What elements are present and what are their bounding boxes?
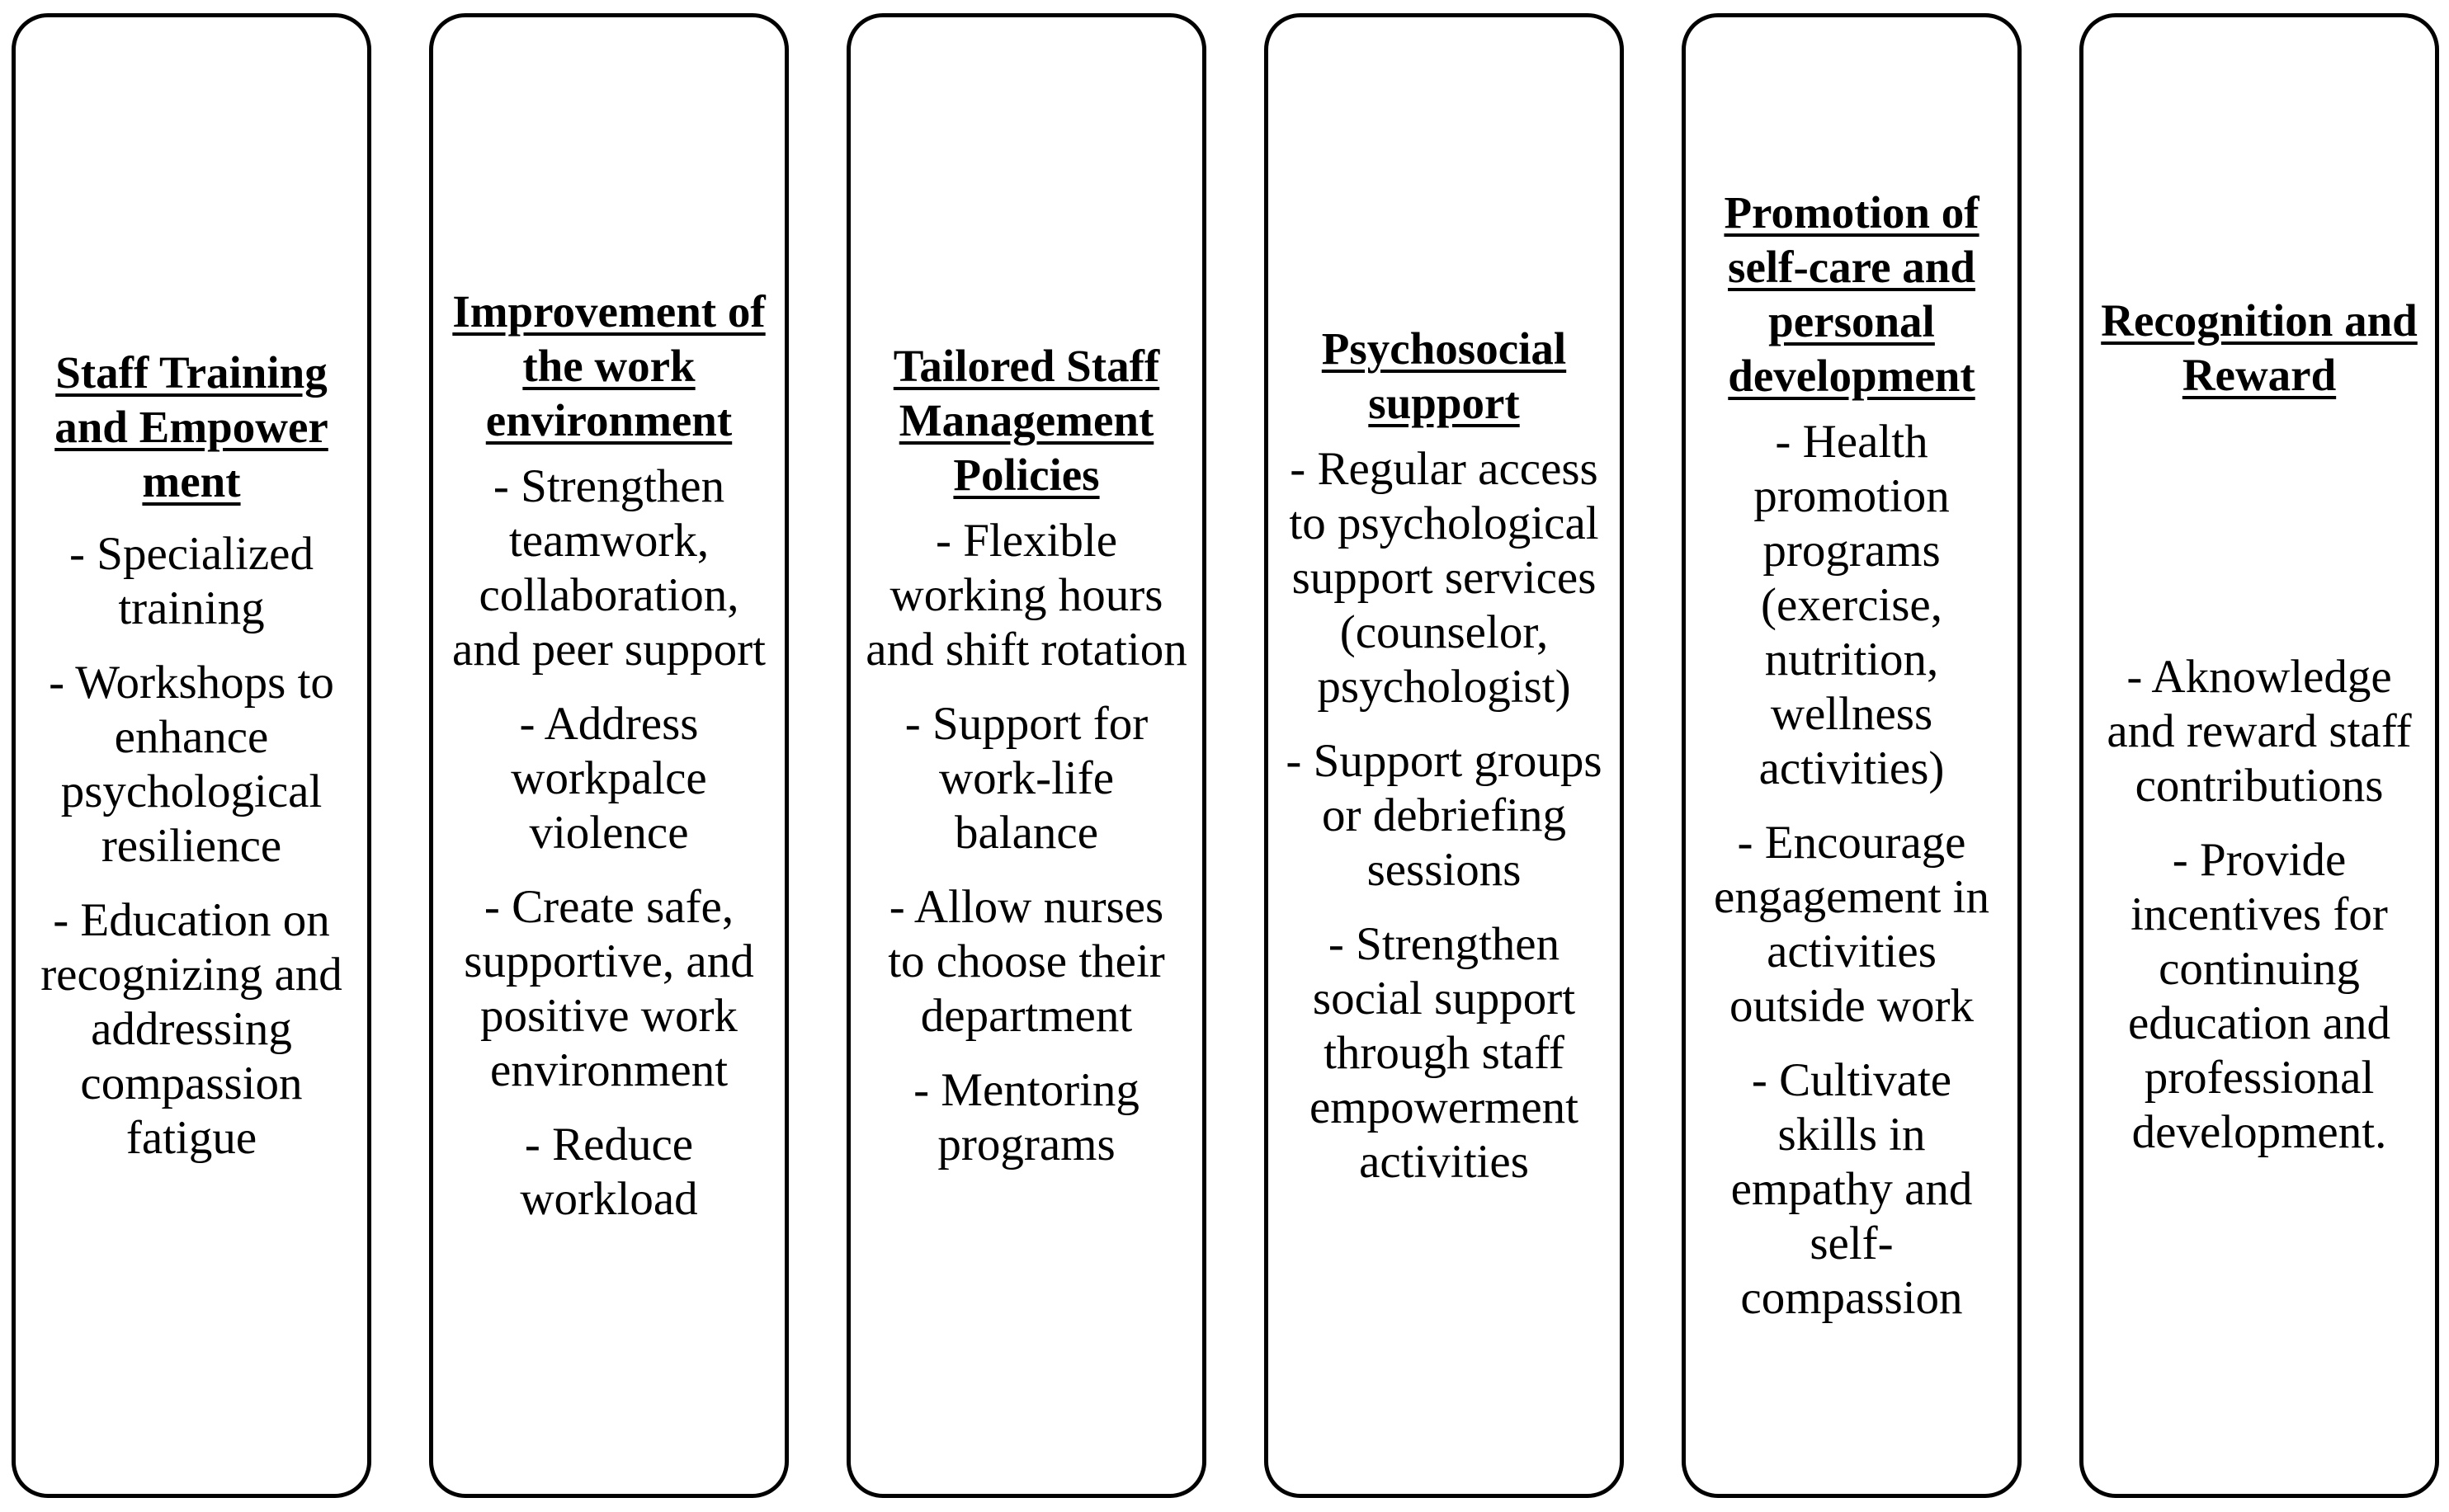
list-item: - Provide incentives for continuing education and professional development.	[2127, 834, 2391, 1158]
list-item: - Education on recognizing and addressing compassion fatigue	[40, 894, 342, 1164]
list-item: - Strengthen social support through staff empowerment activities	[1309, 918, 1579, 1188]
list-item: - Cultivate skills in empathy and self-compassion	[1730, 1054, 1973, 1324]
list-item: - Flexible working hours and shift rotation	[866, 515, 1187, 676]
list-item: - Support for work-life balance	[904, 698, 1149, 859]
list-item: - Mentoring programs	[913, 1064, 1140, 1171]
column-title: Promotion of self-care and personal development	[1724, 187, 1979, 401]
column-title: Improvement of the work environment	[452, 286, 766, 445]
list-item: - Health promotion programs (exercise, nutrition, wellness activities)	[1753, 416, 1950, 794]
list-item: - Reduce workload	[520, 1119, 698, 1225]
list-item: - Regular access to psychological support services (counselor, psychologist)	[1289, 443, 1599, 713]
column-title: Recognition and Reward	[2101, 295, 2418, 400]
column-staff-training	[12, 13, 371, 1498]
column-psychosocial-support	[1264, 13, 1624, 1498]
column-staff-management-policies	[847, 13, 1206, 1498]
list-item: - Strengthen teamwork, collaboration, and peer support	[452, 460, 766, 676]
list-item: - Create safe, supportive, and positive work environment	[464, 881, 754, 1096]
list-item: - Encourage engagement in activities outside work	[1714, 817, 1989, 1032]
column-self-care-development	[1682, 13, 2022, 1498]
list-item: - Support groups or debriefing sessions	[1286, 735, 1602, 896]
list-item: - Specialized training	[69, 528, 314, 634]
column-title: Staff Training and Empowerment	[54, 347, 328, 506]
column-recognition-reward	[2079, 13, 2439, 1498]
column-title: Tailored Staff Management Policies	[893, 341, 1160, 500]
column-work-environment	[429, 13, 789, 1498]
list-item: - Aknowledge and reward staff contributions	[2107, 651, 2412, 812]
list-item: - Workshops to enhance psychological resilience	[49, 657, 334, 872]
list-item: - Allow nurses to choose their department	[888, 881, 1165, 1042]
column-title: Psychosocial support	[1321, 323, 1567, 428]
list-item: - Address workpalce violence	[511, 698, 707, 859]
